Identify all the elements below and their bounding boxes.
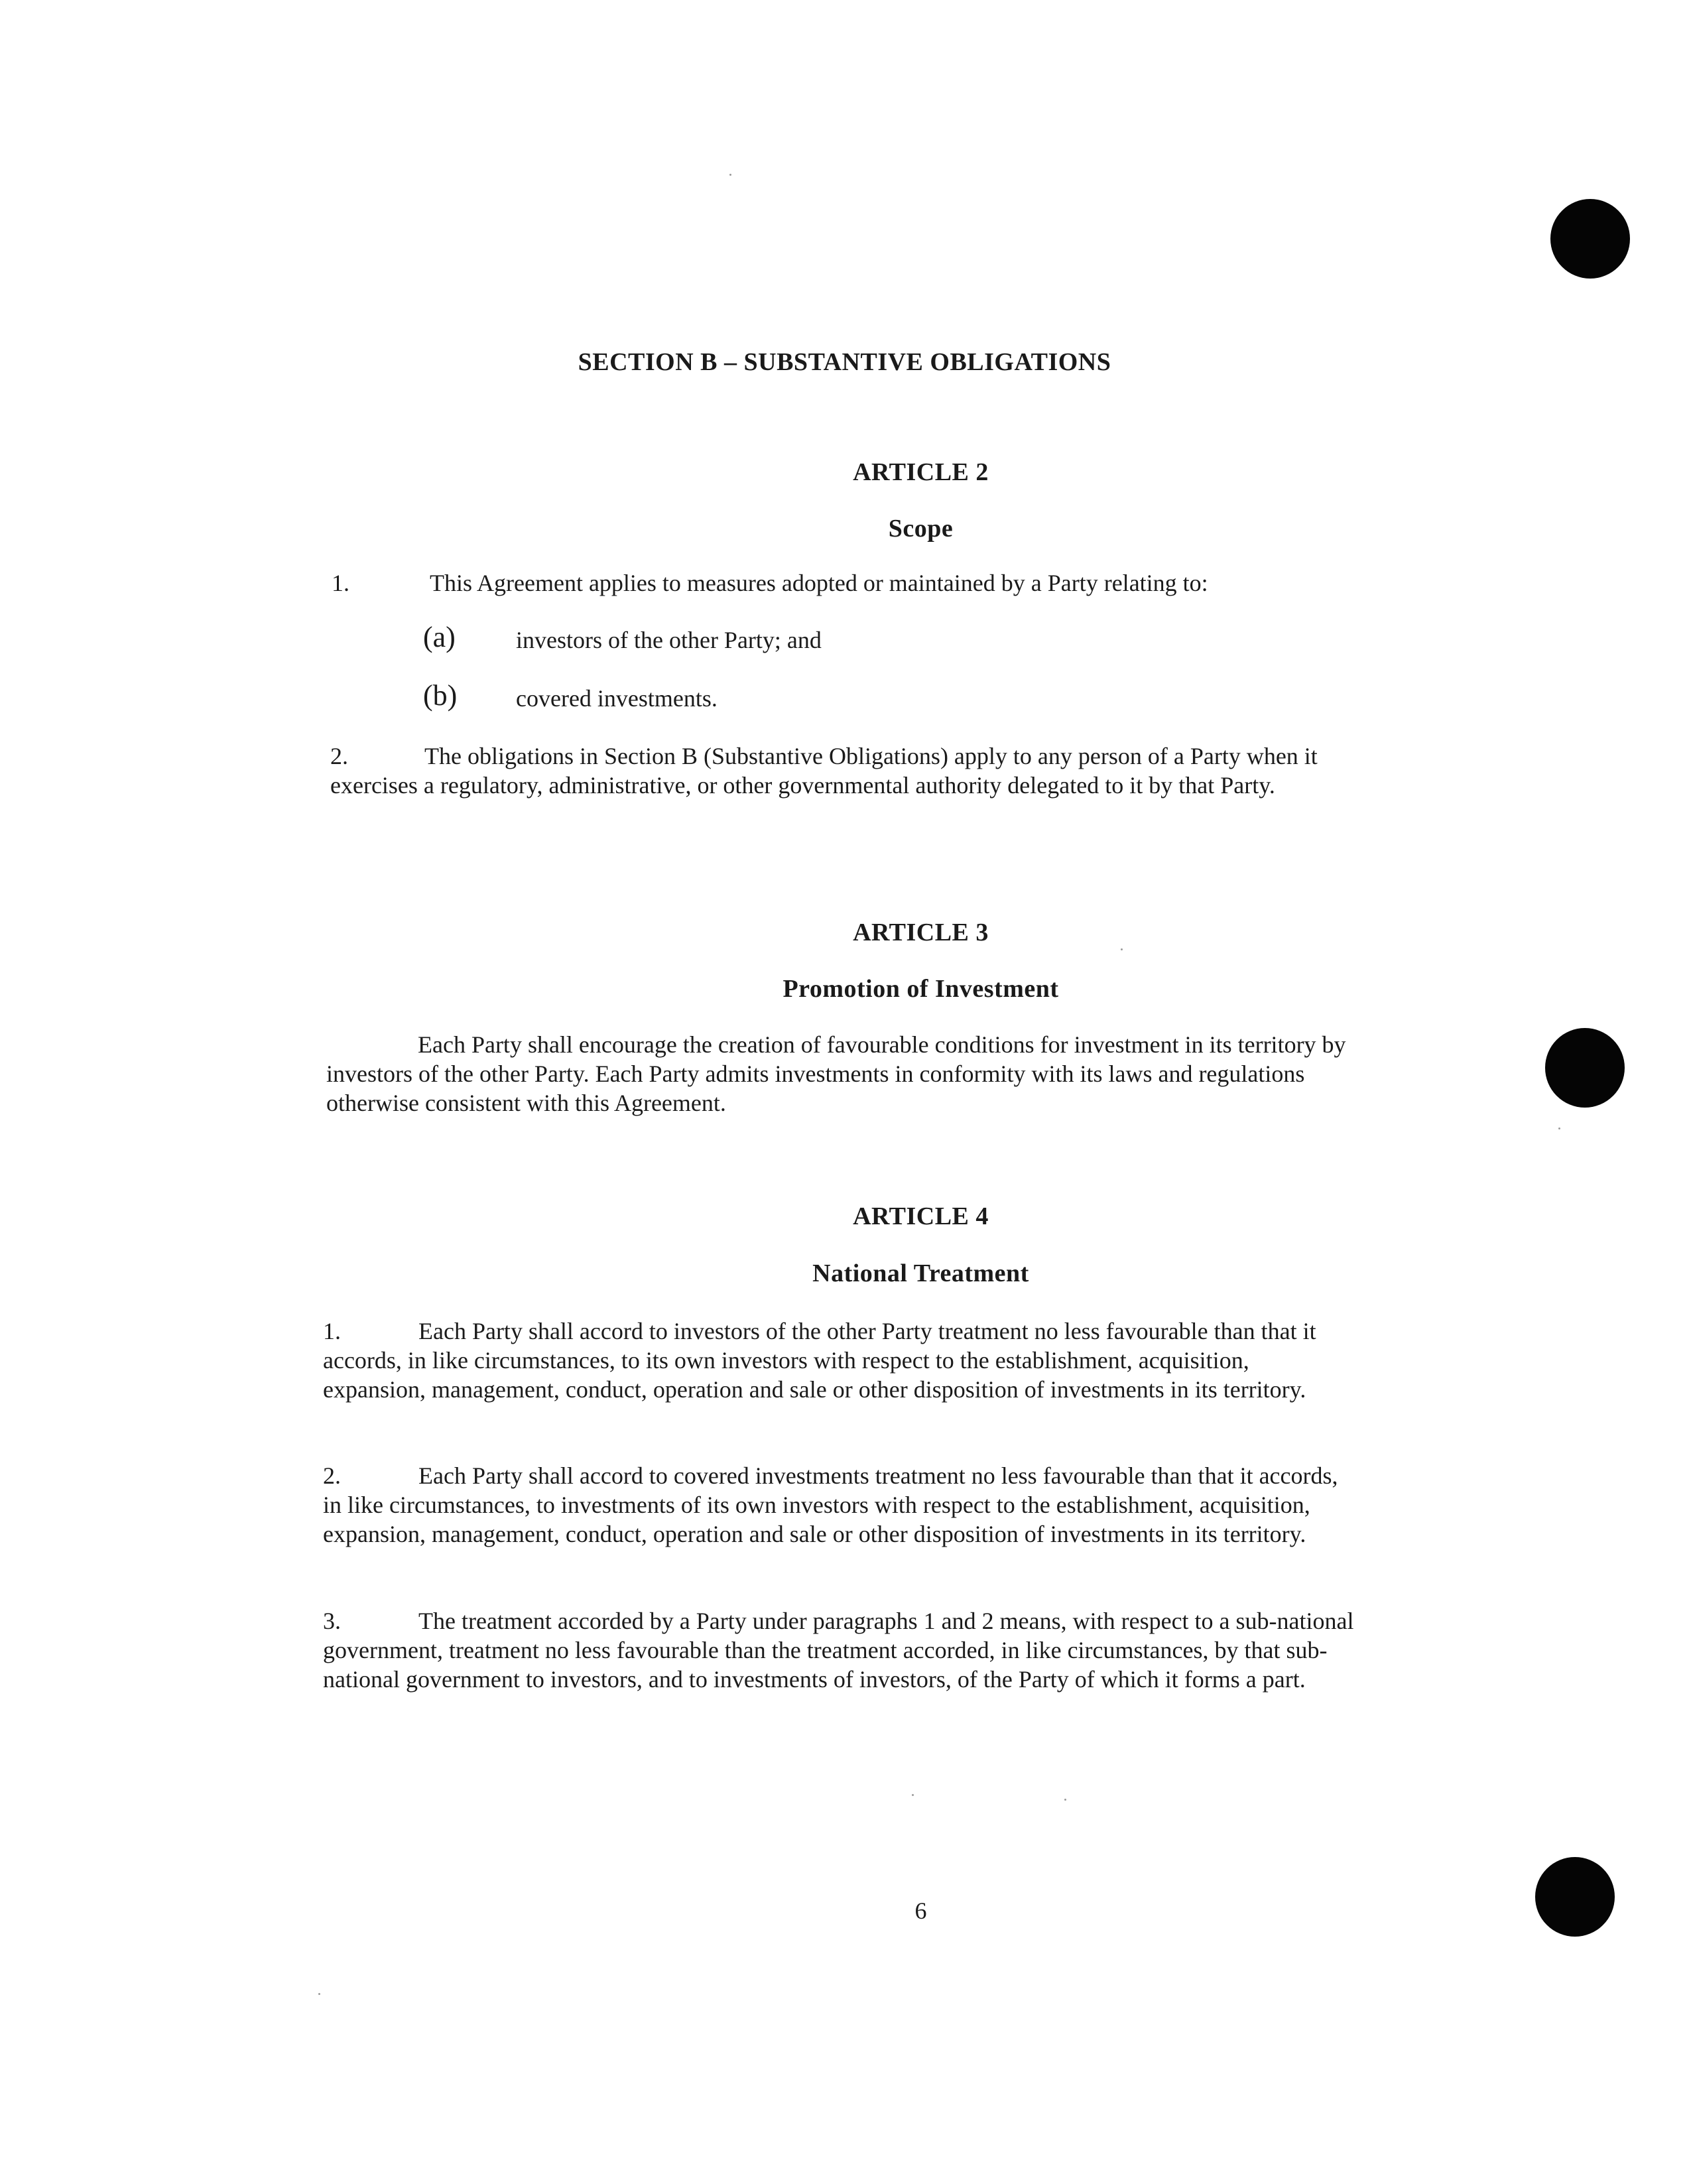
article-2-paragraph-1 (332, 568, 1208, 598)
article-2-title: Scope (888, 515, 954, 543)
paragraph-number: 3. (323, 1608, 341, 1634)
scan-speck (1558, 1127, 1560, 1129)
article-4-paragraph-3 (323, 1606, 1357, 1694)
paragraph-number: 1. (332, 570, 349, 596)
article-4-paragraph-1 (323, 1317, 1357, 1404)
list-item-mark: (a) (423, 621, 456, 653)
page-number: 6 (914, 1897, 927, 1924)
paragraph-text: The treatment accorded by a Party under paragraphs 1 and 2 means, with respect to a sub-national government, treatment no less favourable than the treatment accorded, in like circumstances, by that sub-national government to investors, and to investments of investors, of the Party of which it forms a part. (323, 1608, 1354, 1693)
scan-speck (318, 1993, 320, 1995)
scan-speck (1064, 1799, 1066, 1801)
scan-speck (1121, 948, 1123, 950)
article-3-title: Promotion of Investment (782, 975, 1059, 1003)
section-title: SECTION B – SUBSTANTIVE OBLIGATIONS (578, 348, 1111, 376)
paragraph-number: 1. (323, 1318, 341, 1344)
list-item-text: investors of the other Party; and (516, 627, 822, 653)
article-3-paragraph: Each Party shall encourage the creation of favourable conditions for investment in its territory by investors of the other Party. Each Party admits investments in conformity with its laws and regulations otherwise consistent with this Agreement. (326, 1031, 1346, 1116)
article-2-heading: ARTICLE 2 (853, 458, 989, 486)
article-2-paragraph-2 (330, 741, 1365, 800)
paragraph-text: Each Party shall accord to investors of the other Party treatment no less favourable than that it accords, in like circumstances, to its own investors with respect to the establishment, acquisition, expansion, management, conduct, operation and sale or other disposition of investments in its territory. (323, 1318, 1316, 1403)
paragraph-text: This Agreement applies to measures adopted or maintained by a Party relating to: (430, 570, 1208, 596)
article-4-title: National Treatment (812, 1259, 1029, 1287)
article-3-heading: ARTICLE 3 (853, 919, 989, 946)
punch-hole (1550, 199, 1630, 279)
paragraph-text: Each Party shall accord to covered investments treatment no less favourable than that it accords, in like circumstances, to investments of its own investors with respect to the establishment, acquisition, expansion, management, conduct, operation and sale or other disposition of investments in its territory. (323, 1462, 1338, 1547)
article-4-paragraph-2 (323, 1461, 1357, 1549)
paragraph-number: 2. (323, 1462, 341, 1489)
paragraph-number: 2. (330, 743, 348, 769)
list-item-mark: (b) (423, 679, 458, 712)
article-4-heading: ARTICLE 4 (853, 1202, 989, 1230)
scan-speck (912, 1794, 914, 1796)
scan-speck (729, 174, 731, 176)
paragraph-text: The obligations in Section B (Substantive Obligations) apply to any person of a Party when it exercises a regulatory, administrative, or other governmental authority delegated to it by that Party. (330, 743, 1318, 799)
list-item-text: covered investments. (516, 685, 718, 712)
punch-hole (1545, 1028, 1625, 1108)
